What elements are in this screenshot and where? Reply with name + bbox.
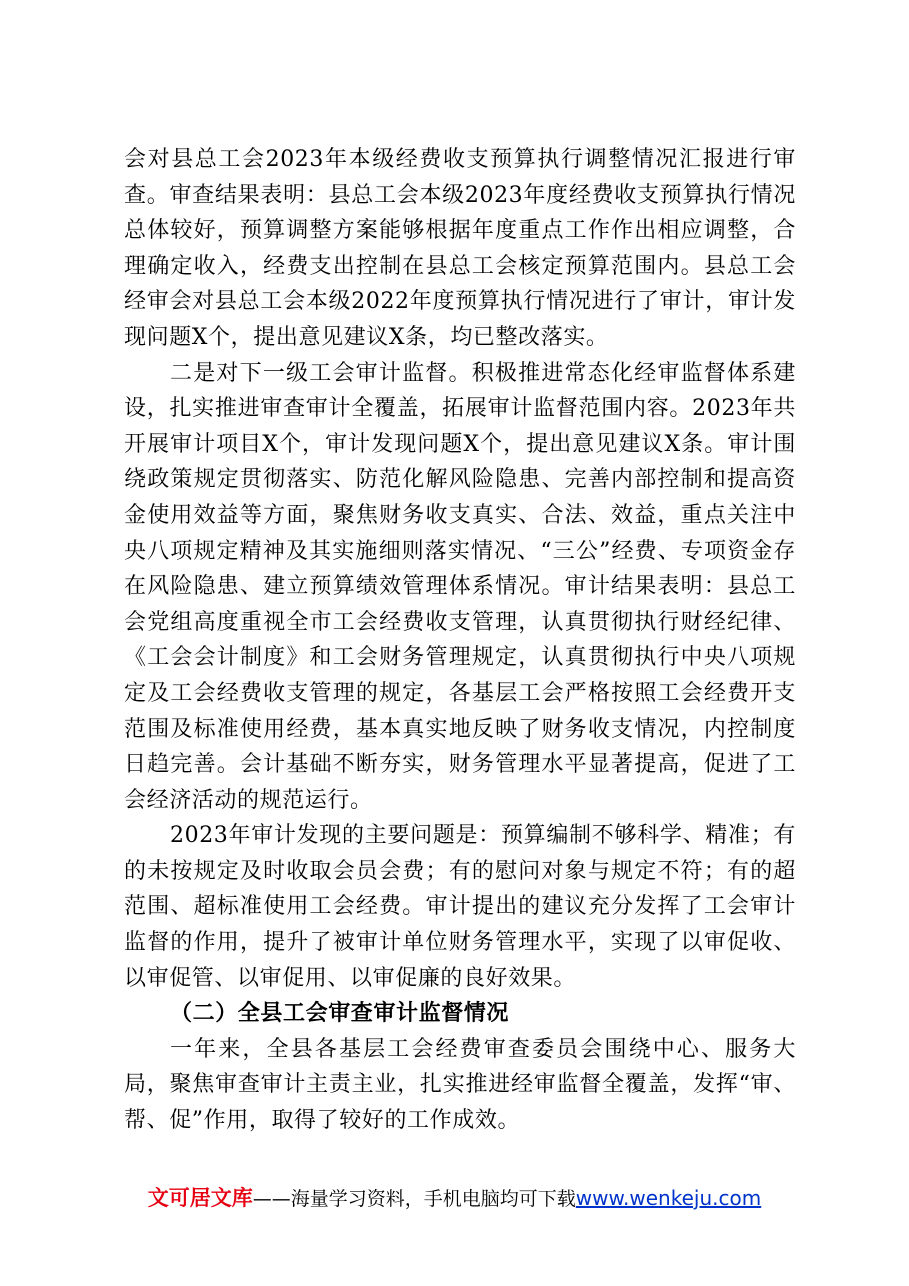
- footer-tagline: ——海量学习资料，手机电脑均可下载: [252, 1188, 576, 1210]
- paragraph-audit-issues: 2023年审计发现的主要问题是：预算编制不够科学、精准；有的未按规定及时收取会员会费；有的慰问对象与规定不符；有的超范围、超标准使用工会经费。审计提出的建议充分发挥了工会审计监督的作用，提升了被审计单位财务管理水平，实现了以审促收、以审促管、以审促用、以审促廉的良好效果。: [124, 823, 796, 991]
- paragraph-lower-level-audit: 二是对下一级工会审计监督。积极推进常态化经审监督体系建设，扎实推进审查审计全覆盖，拓展审计监督范围内容。2023年共开展审计项目X个，审计发现问题X个，提出意见建议X条。审计围绕政策规定贯彻落实、防范化解风险隐患、完善内部控制和提高资金使用效益等方面，聚焦财务收支真实、合法、效益，重点关注中央八项规定精神及其实施细则落实情况、“三公”经费、专项资金存在风险隐患、建立预算绩效管理体系情况。审计结果表明：县总工会党组高度重视全市工会经费收支管理，认真贯彻执行财经纪律、《工会会计制度》和工会财务管理规定，认真贯彻执行中央八项规定及工会经费收支管理的规定，各基层工会严格按照工会经费开支范围及标准使用经费，基本真实地反映了财务收支情况，内控制度日趋完善。会计基础不断夯实，财务管理水平显著提高，促进了工会经济活动的规范运行。: [124, 360, 796, 813]
- document-body: [124, 142, 796, 1139]
- section-heading: （二）全县工会审查审计监督情况: [170, 1001, 510, 1027]
- footer-banner: [0, 1182, 909, 1212]
- paragraph-summary: 一年来，全县各基层工会经费审查委员会围绕中心、服务大局，聚焦审查审计主责主业，扎实推进经审监督全覆盖，发挥“审、帮、促”作用，取得了较好的工作成效。: [124, 1036, 796, 1134]
- paragraph-continued: 会对县总工会2023年本级经费收支预算执行调整情况汇报进行审查。审查结果表明：县总工会本级2023年度经费收支预算执行情况总体较好，预算调整方案能够根据年度重点工作作出相应调整，合理确定收入，经费支出控制在县总工会核定预算范围内。县总工会经审会对县总工会本级2022年度预算执行情况进行了审计，审计发现问题X个，提出意见建议X条，均已整改落实。: [124, 147, 796, 350]
- footer-brand: 文可居文库: [147, 1186, 253, 1210]
- footer-url-link[interactable]: www.wenkeju.com: [575, 1186, 762, 1210]
